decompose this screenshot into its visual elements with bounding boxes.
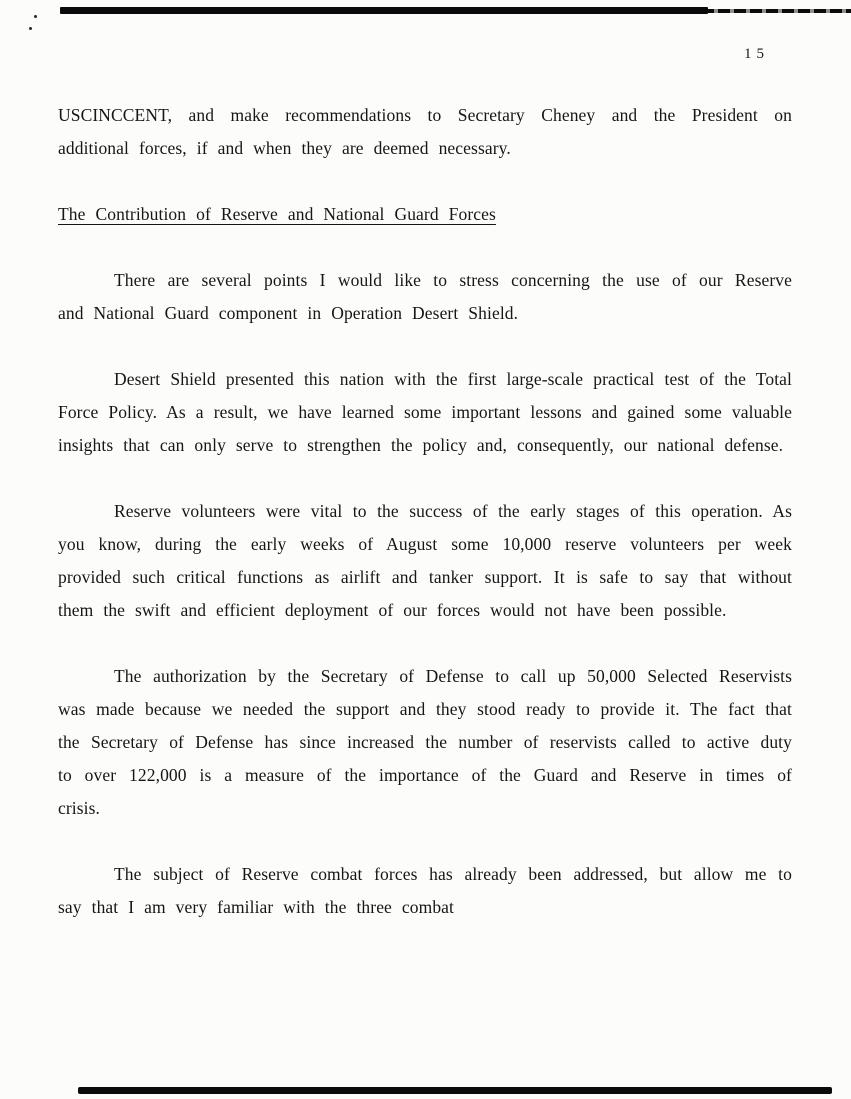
continuation-paragraph: USCINCCENT, and make recommendations to Secretary Cheney and the President on additional forces, if and when they are deemed necessary. [58, 105, 792, 158]
body-paragraph: Reserve volunteers were vital to the success of the early stages of this operation. As you know, during the early weeks of August some 10,000 reserve volunteers per week provided such critical functions as airlift and tanker support. It is safe to say that without them the swift and efficient deployment of our forces would not have been possible. [58, 501, 792, 620]
scan-speck [34, 15, 37, 18]
body-paragraph: The subject of Reserve combat forces has already been addressed, but allow me to say that I am very familiar with the three combat [58, 864, 792, 917]
body-paragraph: There are several points I would like to stress concerning the use of our Reserve and National Guard component in Operation Desert Shield. [58, 270, 792, 323]
document-body [58, 99, 792, 957]
body-paragraph: Desert Shield presented this nation with the first large-scale practical test of the Total Force Policy. As a result, we have learned some important lessons and gained some valuable insights that can only serve to strengthen the policy and, consequently, our national defense. [58, 369, 792, 455]
page-number: 15 [744, 46, 769, 62]
section-heading: The Contribution of Reserve and National Guard Forces [58, 204, 496, 224]
top-scan-bar-tail [702, 9, 851, 13]
body-paragraph: The authorization by the Secretary of Defense to call up 50,000 Selected Reservists was made because we needed the support and they stood ready to provide it. The fact that the Secretary of Defense has since increased the number of reservists called to active duty to over 122,000 is a measure of the importance of the Guard and Reserve in times of crisis. [58, 666, 792, 818]
scan-speck [29, 27, 32, 30]
top-scan-bar [60, 7, 708, 14]
bottom-scan-bar [78, 1087, 832, 1094]
